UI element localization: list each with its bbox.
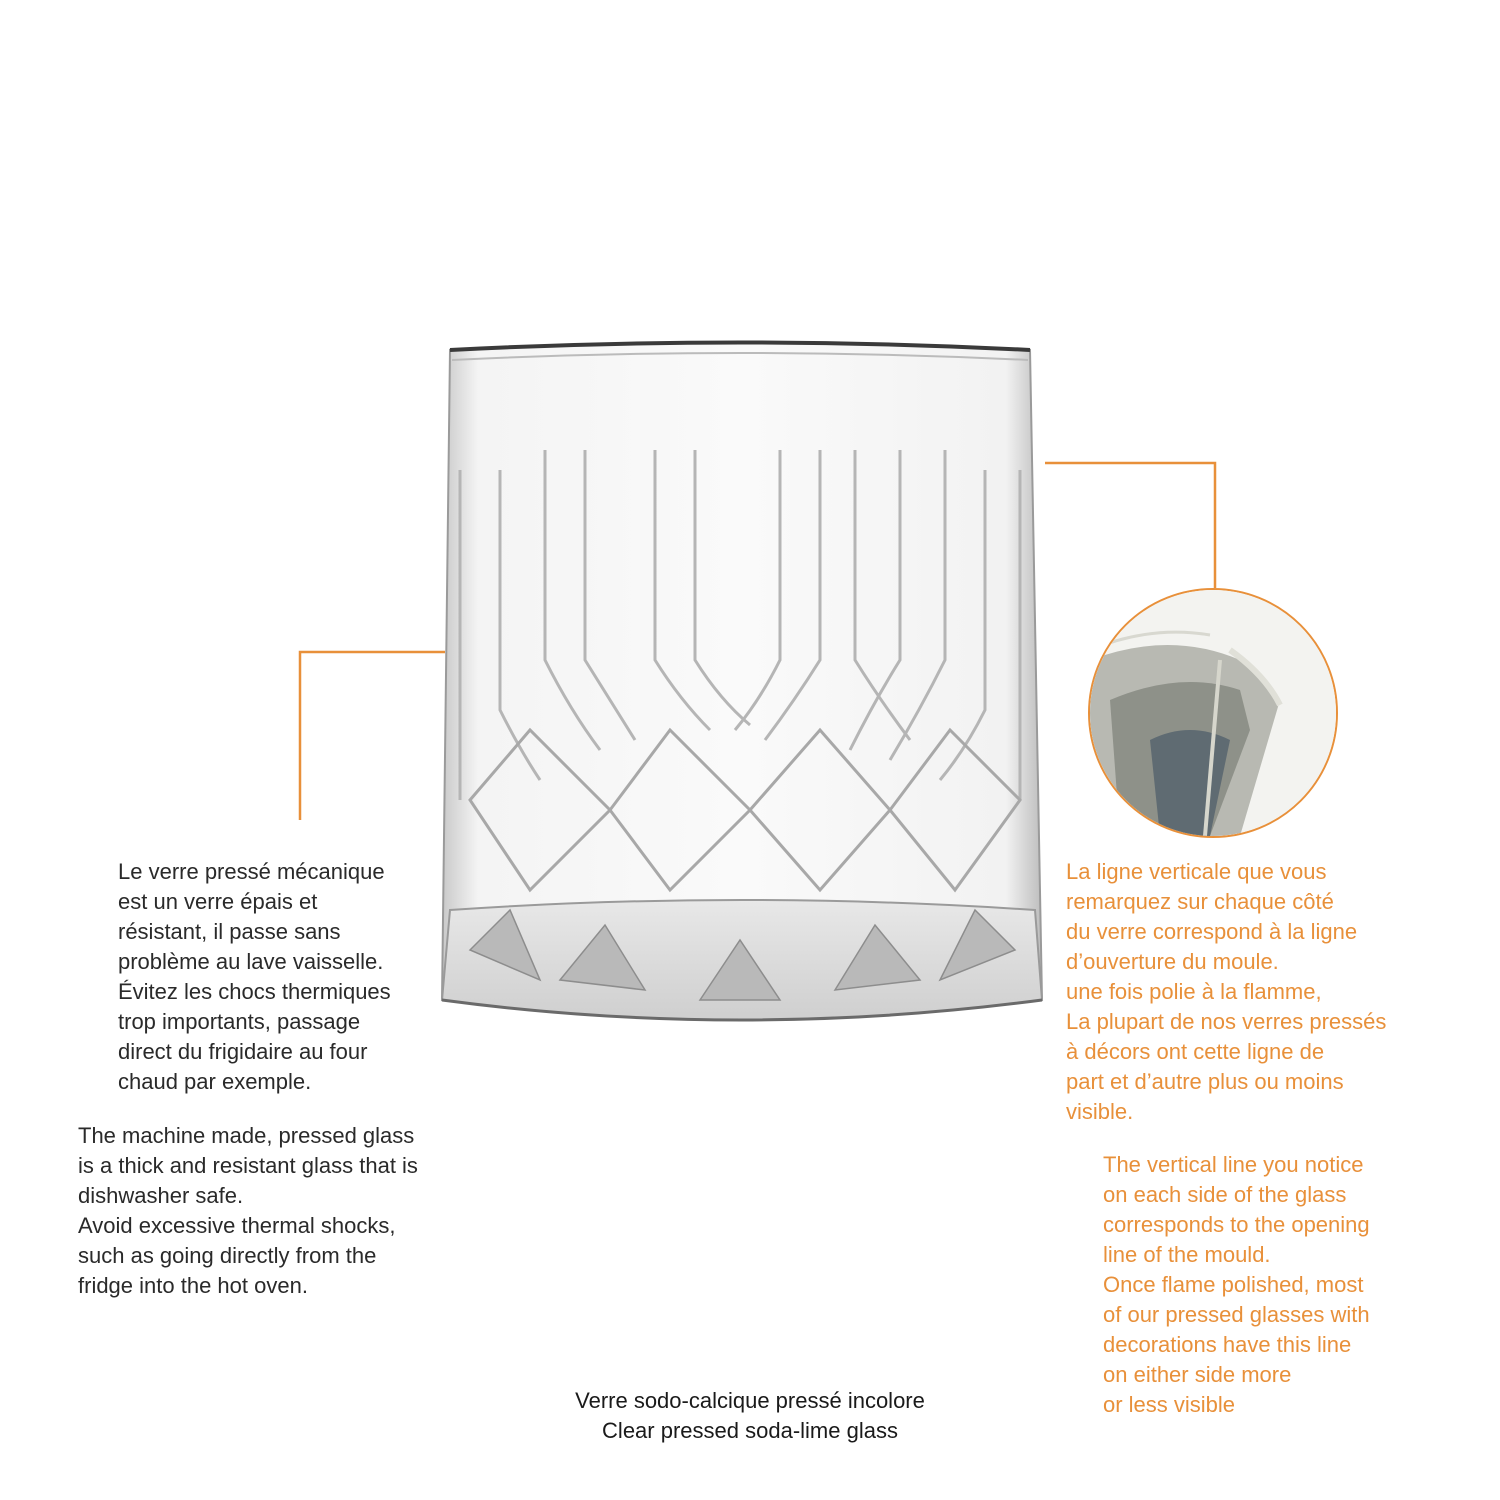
left-fr-line: chaud par exemple. <box>118 1069 312 1094</box>
right-fr-line: remarquez sur chaque côté <box>1066 889 1334 914</box>
right-en-line: The vertical line you notice <box>1103 1152 1364 1177</box>
left-en-line: is a thick and resistant glass that is <box>78 1153 418 1178</box>
right-en-line: on either side more <box>1103 1362 1292 1387</box>
right-description-en <box>1103 1150 1370 1420</box>
left-en-line: fridge into the hot oven. <box>78 1273 308 1298</box>
right-fr-line: part et d’autre plus ou moins <box>1066 1069 1344 1094</box>
left-en-line: such as going directly from the <box>78 1243 377 1268</box>
right-en-line: corresponds to the opening <box>1103 1212 1370 1237</box>
right-fr-line: une fois polie à la flamme, <box>1066 979 1322 1004</box>
right-fr-line: d’ouverture du moule. <box>1066 949 1279 974</box>
right-en-line: of our pressed glasses with <box>1103 1302 1370 1327</box>
left-fr-line: direct du frigidaire au four <box>118 1039 368 1064</box>
right-fr-line: visible. <box>1066 1099 1134 1124</box>
right-en-line: or less visible <box>1103 1392 1236 1417</box>
right-fr-line: à décors ont cette ligne de <box>1066 1039 1325 1064</box>
left-fr-line: résistant, il passe sans <box>118 919 341 944</box>
left-description-en <box>78 1121 418 1301</box>
right-fr-line: du verre correspond à la ligne <box>1066 919 1358 944</box>
material-caption <box>500 1386 1000 1446</box>
left-fr-line: trop importants, passage <box>118 1009 361 1034</box>
left-en-line: The machine made, pressed glass <box>78 1123 415 1148</box>
mould-line-detail-image <box>1088 588 1338 838</box>
right-en-line: decorations have this line <box>1103 1332 1352 1357</box>
right-fr-line: La ligne verticale que vous <box>1066 859 1327 884</box>
left-fr-line: est un verre épais et <box>118 889 318 914</box>
left-fr-line: Évitez les chocs thermiques <box>118 979 391 1004</box>
left-description-fr <box>118 857 391 1097</box>
right-en-line: Once flame polished, most <box>1103 1272 1364 1297</box>
left-en-line: Avoid excessive thermal shocks, <box>78 1213 396 1238</box>
left-fr-line: problème au lave vaisselle. <box>118 949 384 974</box>
right-en-line: line of the mould. <box>1103 1242 1271 1267</box>
right-fr-line: La plupart de nos verres pressés <box>1066 1009 1387 1034</box>
caption-fr: Verre sodo-calcique pressé incolore <box>575 1388 925 1413</box>
caption-en: Clear pressed soda-lime glass <box>602 1418 898 1443</box>
right-description-fr <box>1066 857 1386 1127</box>
right-en-line: on each side of the glass <box>1103 1182 1347 1207</box>
left-en-line: dishwasher safe. <box>78 1183 244 1208</box>
left-fr-line: Le verre pressé mécanique <box>118 859 385 884</box>
